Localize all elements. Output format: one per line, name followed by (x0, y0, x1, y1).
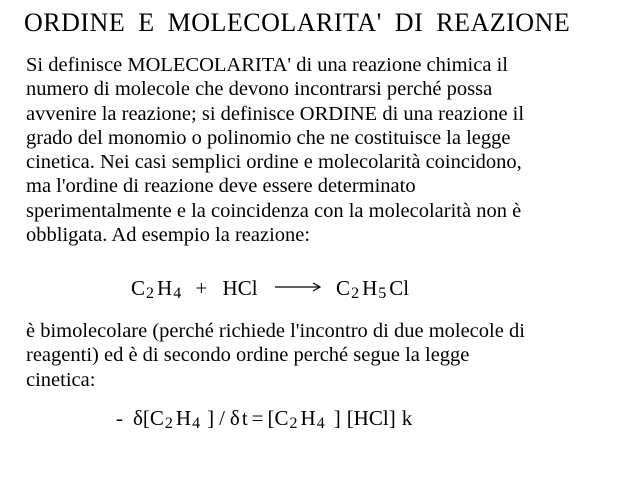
paragraph-line: sperimentalmente e la coincidenza con la molecolarità non è (26, 199, 522, 222)
subscript: 2 (289, 415, 298, 432)
concentration-close: ] (333, 406, 341, 430)
concentration-open: [C (142, 406, 164, 430)
slide-title: ORDINE E MOLECOLARITA' DI REAZIONE (24, 8, 571, 37)
paragraph-line: obbligata. Ad esempio la reazione: (26, 224, 311, 247)
paragraph-line: è bimolecolare (perché richiede l'incontro di due molecole di (26, 320, 525, 342)
paragraph-line: numero di molecole che devono incontrarsi perché possa (26, 78, 493, 101)
delta-symbol: δ (229, 406, 240, 430)
hydrogen: H (175, 406, 192, 430)
reaction-equation (131, 276, 409, 301)
explanation-paragraph (26, 319, 525, 392)
paragraph-line: ma l'ordine di reazione deve essere determinato (26, 175, 416, 198)
minus-sign: - (116, 406, 123, 430)
rate-law-equation (116, 406, 412, 431)
delta-symbol: δ (133, 406, 143, 430)
concentration-close: ] (207, 406, 215, 430)
subscript: 4 (173, 285, 182, 302)
plus-sign: + (195, 276, 208, 300)
concentration-open: [C (267, 406, 289, 430)
divide-slash: / (219, 406, 225, 430)
subscript: 4 (316, 415, 325, 432)
time-variable: t (241, 406, 248, 430)
hydrogen: H (300, 406, 316, 430)
rate-constant: k (401, 406, 413, 430)
equals-sign: = (251, 406, 264, 430)
reaction-arrow-icon (275, 281, 321, 293)
subscript: 2 (146, 285, 155, 302)
paragraph-line: grado del monomio o polinomio che ne costituisce la legge (26, 126, 511, 149)
product-carbon: C (336, 276, 351, 300)
subscript: 2 (164, 415, 173, 432)
paragraph-line: avvenire la reazione; si definisce ORDINE di una reazione il (26, 102, 525, 125)
product-hydrogen: H (362, 276, 378, 300)
hcl-concentration: [HCl] (346, 406, 396, 430)
paragraph-line: Si definisce MOLECOLARITA' di una reazione chimica il (26, 54, 508, 76)
paragraph-line: reagenti) ed è di secondo ordine perché segue la legge (26, 344, 470, 367)
subscript: 2 (351, 285, 360, 302)
paragraph-line: cinetica. Nei casi semplici ordine e molecolarità coincidono, (26, 151, 522, 174)
subscript: 5 (378, 285, 387, 302)
reactant-hydrogen: H (157, 276, 173, 300)
definition-paragraph (26, 53, 524, 247)
product-chlorine: Cl (389, 276, 410, 300)
reactant-carbon: C (131, 276, 146, 300)
paragraph-line: cinetica: (26, 368, 96, 391)
reactant-hcl: HCl (222, 276, 258, 300)
subscript: 4 (192, 415, 201, 432)
